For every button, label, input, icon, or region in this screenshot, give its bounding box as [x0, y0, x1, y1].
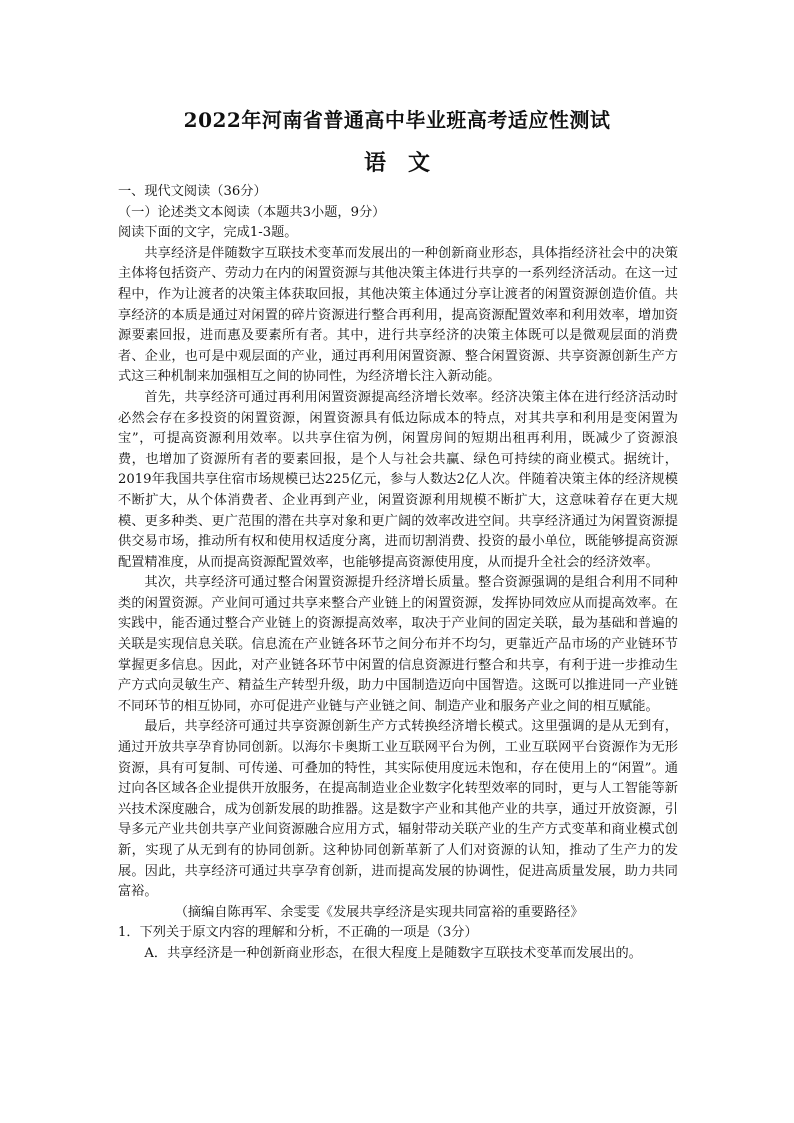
article-paragraph: 最后，共享经济可通过共享资源创新生产方式转换经济增长模式。这里强调的是从无到有，通过开放共享孕育协同创新。以海尔卡奥斯工业互联网平台为例，工业互联网平台资源作为无形资源，具有可复制、可传递、可叠加的特性，其实际使用度远未饱和，存在使用上的“闲置”。通过向各区域各企业提供开放服务，在提高制造业企业数字化转型效率的同时，更与人工智能等新兴技术深度融合，成为创新发展的助推器。这是数字产业和其他产业的共享，通过开放资源，引导多元产业共创共享产业间资源融合应用方式，辐射带动关联产业的生产方式变革和商业模式创新，实现了从无到有的协同创新。这种协同创新革新了人们对资源的认知，推动了生产力的发展。因此，共享经济可通过共享孕育创新，进而提高发展的协调性，促进高质量发展，助力共同富裕。	[118, 719, 678, 900]
question-option-a: A．共享经济是一种创新商业形态，在很大程度上是随数字互联技术变革而发展出的。	[144, 945, 642, 961]
subject-title: 语文	[363, 150, 452, 176]
question-stem: 1．下列关于原文内容的理解和分析，不正确的一项是（3分）	[118, 925, 478, 941]
reading-instruction: 阅读下面的文字，完成1-3题。	[118, 225, 298, 241]
section-heading: 一、现代文阅读（36分）	[118, 184, 267, 199]
article-source: （摘编自陈再军、余雯雯《发展共享经济是实现共同富裕的重要路径》	[174, 904, 584, 920]
article-paragraph: 共享经济是伴随数字互联技术变革而发展出的一种创新商业形态，具体指经济社会中的决策主体将包括资产、劳动力在内的闲置资源与其他决策主体进行共享的一系列经济活动。在这一过程中，作为让渡者的决策主体获取回报，其他决策主体通过分享让渡者的闲置资源创造价值。共享经济的本质是通过对闲置的碎片资源进行整合再利用，提高资源配置效率和利用效率，增加资源要素回报，进而惠及要素所有者。其中，进行共享经济的决策主体既可以是微观层面的消费者、企业，也可是中观层面的产业，通过再利用闲置资源、整合闲置资源、共享资源创新生产方式这三种机制来加强相互之间的协同性，为经济增长注入新动能。	[118, 245, 678, 385]
section-subheading: （一）论述类文本阅读（本题共3小题，9分）	[118, 204, 386, 220]
article-paragraph: 首先，共享经济可通过再利用闲置资源提高经济增长效率。经济决策主体在进行经济活动时必然会存在多投资的闲置资源，闲置资源具有低边际成本的特点，对其共享和利用是变闲置为宝”，可提高资源利用效率。以共享住宿为例，闲置房间的短期出租再利用，既减少了资源浪费，也增加了资源所有者的要素回报，是个人与社会共赢、绿色可持续的商业模式。据统计，2019年我国共享住宿市场规模已达225亿元，参与人数达2亿人次。伴随着决策主体的经济规模不断扩大，从个体消费者、企业再到产业，闲置资源利用规模不断扩大，这意味着存在更大规模、更多种类、更广范围的潜在共享对象和更广阔的效率改进空间。共享经济通过为闲置资源提供交易市场，推动所有权和使用权适度分离，进而切割消费、投资的最小单位，既能够提高资源配置精准度，从而提高资源配置效率，也能够提高资源使用度，从而提升全社会的经济效率。	[118, 389, 678, 570]
article-paragraph: 其次，共享经济可通过整合闲置资源提升经济增长质量。整合资源强调的是组合利用不同种类的闲置资源。产业间可通过共享来整合产业链上的闲置资源，发挥协同效应从而提高效率。在实践中，能否通过整合产业链上的资源提高效率，取决于产业间的固定关联，最为基础和普遍的关联是实现信息关联。信息流在产业链各环节之间分布并不均匀，更靠近产品市场的产业链环节掌握更多信息。因此，对产业链各环节中闲置的信息资源进行整合和共享，有利于进一步推动生产方式向灵敏生产、精益生产转型升级，助力中国制造迈向中国智造。这既可以推进同一产业链不同环节的相互协同，亦可促进产业链与产业链之间、制造产业和服务产业之间的相互赋能。	[118, 575, 678, 714]
exam-body	[118, 182, 678, 965]
exam-title: 2022年河南省普通高中毕业班高考适应性测试	[183, 108, 611, 132]
